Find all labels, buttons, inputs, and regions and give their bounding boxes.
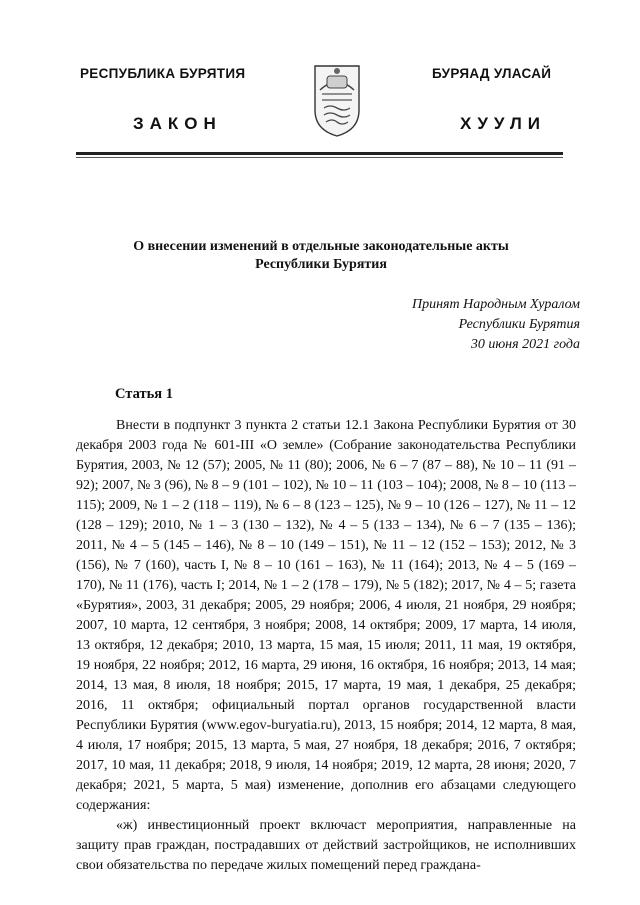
article-heading: Статья 1 (115, 386, 173, 402)
republic-name-russian: РЕСПУБЛИКА БУРЯТИЯ (80, 66, 246, 81)
adoption-date: 30 июня 2021 года (470, 337, 580, 352)
adoption-note (330, 295, 580, 355)
title-line-2: Республики Бурятия (255, 257, 387, 272)
article-body (76, 416, 576, 876)
adoption-line-1: Принят Народным Хуралом (411, 297, 580, 312)
coat-of-arms-emblem (312, 60, 362, 138)
title-line-1: О внесении изменений в отдельные законодательные акты (133, 239, 509, 254)
header-divider-thick (76, 152, 563, 155)
law-label-russian: ЗАКОН (133, 114, 222, 133)
header-divider-thin (76, 157, 563, 158)
paragraph-quoted-text: «ж) инвестиционный проект включаст мероприятия, направленные на защиту прав граждан, пострадавших от действий застройщиков, не исполнивших свои обязательства по передаче жилых помещений перед граждана- (76, 818, 576, 873)
republic-name-buryat: БУРЯАД УЛАСАЙ (432, 66, 552, 81)
document-title (76, 238, 566, 274)
adoption-line-2: Республики Бурятия (458, 317, 580, 332)
law-label-buryat: ХУУЛИ (460, 114, 546, 133)
paragraph-amendment: Внести в подпункт 3 пункта 2 статьи 12.1 Закона Республики Бурятия от 30 декабря 2003 года № 601-III «О земле» (Собрание законодательства Республики Бурятия, 2003, № 12 (57); 2005, № 11 (80); 2006, № 6 – 7 (87 – 88), № 10 – 11 (91 – 92); 2007, № 3 (96), № 8 – 9 (101 – 102), № 10 – 11 (103 – 104); 2008, № 8 – 10 (113 – 115); 2009, № 1 – 2 (118 – 119), № 6 – 8 (123 – 125), № 9 – 10 (126 – 127), № 11 – 12 (128 – 129); 2010, № 1 – 3 (130 – 132), № 4 – 5 (133 – 134), № 6 – 7 (135 – 136); 2011, № 4 – 5 (145 – 146), № 8 – 10 (149 – 151), № 11 – 12 (152 – 153); 2012, № 3 (156), № 7 (160), часть I, № 8 – 10 (161 – 163), № 11 (164); 2013, № 4 – 5 (169 – 170), № 11 (176), часть I; 2014, № 1 – 2 (178 – 179), № 5 (182); 2017, № 4 – 5; газета «Бурятия», 2003, 31 декабря; 2005, 29 ноября; 2006, 4 июля, 21 ноября, 29 ноября; 2007, 10 марта, 12 сентября, 3 ноября; 2008, 14 октября; 2009, 17 марта, 14 июля, 13 октября, 12 декабря; 2010, 13 марта, 15 мая, 15 июля; 2011, 11 мая, 19 октября, 19 ноября, 22 ноября; 2012, 16 марта, 29 июня, 16 октября, 16 ноября; 2013, 14 мая; 2014, 13 мая, 8 июля, 18 ноября; 2015, 17 марта, 19 мая, 1 декабря, 25 декабря; 2016, 11 октября; официальный портал органов государственной власти Республики Бурятия (www.egov-buryatia.ru), 2013, 15 ноября; 2014, 12 марта, 8 мая, 4 июля, 17 ноября; 2015, 13 марта, 5 мая, 27 ноября, 18 декабря; 2016, 7 октября; 2017, 10 мая, 11 декабря; 2018, 9 июля, 14 ноября; 2019, 12 марта, 28 июня; 2020, 7 декабря; 2021, 5 марта, 5 мая) изменение, дополнив его абзацами следующего содержания: (76, 418, 576, 813)
